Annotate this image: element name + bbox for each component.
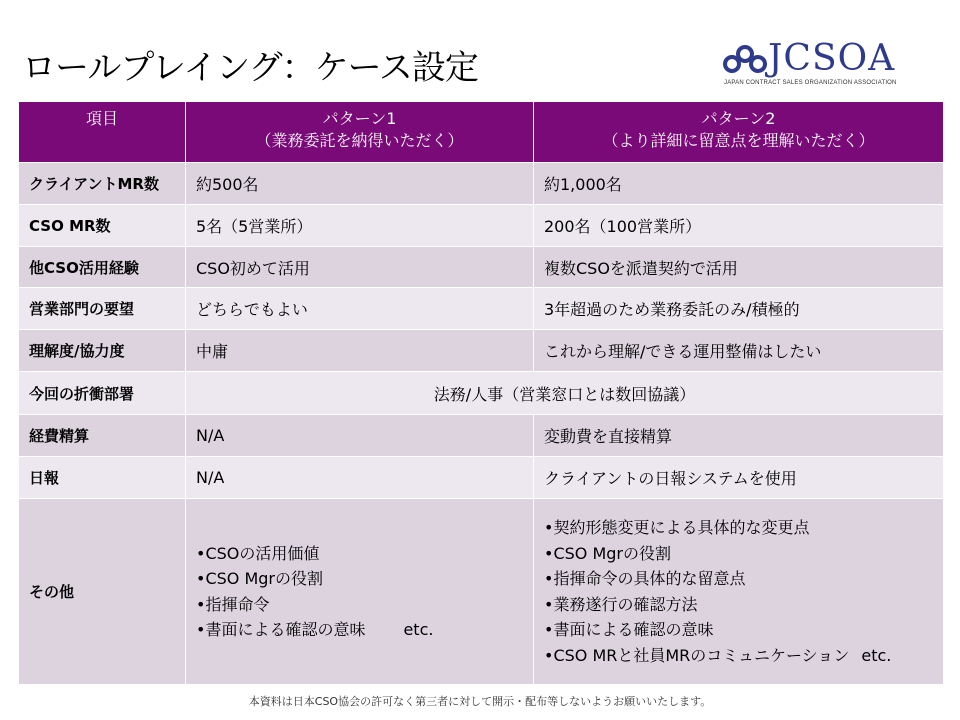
list-item: • 業務遂行の確認方法	[544, 592, 933, 618]
etc-text: etc.	[861, 645, 892, 665]
jcsoa-logo	[722, 40, 922, 90]
row-label: 経費精算	[19, 415, 186, 457]
table-row	[19, 247, 944, 288]
list-item: • 書面による確認の意味	[544, 617, 933, 643]
table-row	[19, 163, 944, 205]
cell-pattern-2: 約1,000名	[534, 163, 944, 205]
table-row	[19, 457, 944, 499]
table-row	[19, 288, 944, 330]
row-label: CSO MR数	[19, 205, 186, 247]
table-row	[19, 330, 944, 372]
cell-pattern-1: 5名（5営業所）	[186, 205, 534, 247]
etc-text: etc.	[403, 620, 434, 639]
table-row	[19, 415, 944, 457]
list-item: • CSOの活用価値	[196, 541, 523, 567]
row-label: その他	[19, 499, 186, 685]
row-label: 他CSO活用経験	[19, 247, 186, 288]
table-row	[19, 372, 944, 415]
cell-pattern-2: 複数CSOを派遣契約で活用	[534, 247, 944, 288]
row-label: 日報	[19, 457, 186, 499]
list-item: • CSO Mgrの役割	[196, 566, 523, 592]
logo-subtitle: JAPAN CONTRACT SALES ORGANIZATION ASSOCIATION	[724, 80, 897, 86]
case-settings-table	[18, 101, 944, 685]
bullet-list	[196, 541, 523, 643]
header-pattern-1: パターン1 （業務委託を納得いただく）	[186, 102, 534, 163]
header-pattern-2: パターン2 （より詳細に留意点を理解いただく）	[534, 102, 944, 163]
row-label: 理解度/協力度	[19, 330, 186, 372]
list-item: • 指揮命令	[196, 592, 523, 618]
list-item: • 契約形態変更による具体的な変更点	[544, 515, 933, 541]
cell-pattern-2-list	[534, 499, 944, 685]
cell-pattern-1: 約500名	[186, 163, 534, 205]
row-label: クライアントMR数	[19, 163, 186, 205]
list-item: • 指揮命令の具体的な留意点	[544, 566, 933, 592]
cell-pattern-1-list	[186, 499, 534, 685]
logo-wordmark: JCSOA	[768, 38, 896, 79]
logo-mark-icon	[722, 42, 768, 78]
row-label: 今回の折衝部署	[19, 372, 186, 415]
cell-pattern-1: 中庸	[186, 330, 534, 372]
table-header-row	[19, 102, 944, 163]
list-item: • 書面による確認の意味 etc.	[196, 617, 523, 643]
cell-pattern-2: クライアントの日報システムを使用	[534, 457, 944, 499]
cell-pattern-1: N/A	[186, 415, 534, 457]
table-row-other	[19, 499, 944, 685]
cell-merged: 法務/人事（営業窓口とは数回協議）	[186, 372, 944, 415]
cell-pattern-2: 200名（100営業所）	[534, 205, 944, 247]
header-item: 項目	[19, 102, 186, 163]
cell-pattern-2: これから理解/できる運用整備はしたい	[534, 330, 944, 372]
cell-pattern-2: 変動費を直接精算	[534, 415, 944, 457]
list-item: • CSO MRと社員MRのコミュニケーション etc.	[544, 643, 933, 669]
cell-pattern-1: N/A	[186, 457, 534, 499]
confidentiality-footer: 本資料は日本CSO協会の許可なく第三者に対して開示・配布等しないようお願いいたします。	[248, 695, 712, 708]
slide-title: ロールプレイング：ケース設定	[22, 48, 478, 88]
cell-pattern-1: CSO初めて活用	[186, 247, 534, 288]
list-item: • CSO Mgrの役割	[544, 541, 933, 567]
cell-pattern-1: どちらでもよい	[186, 288, 534, 330]
bullet-list	[544, 515, 933, 668]
cell-pattern-2: 3年超過のため業務委託のみ/積極的	[534, 288, 944, 330]
row-label: 営業部門の要望	[19, 288, 186, 330]
table-row	[19, 205, 944, 247]
